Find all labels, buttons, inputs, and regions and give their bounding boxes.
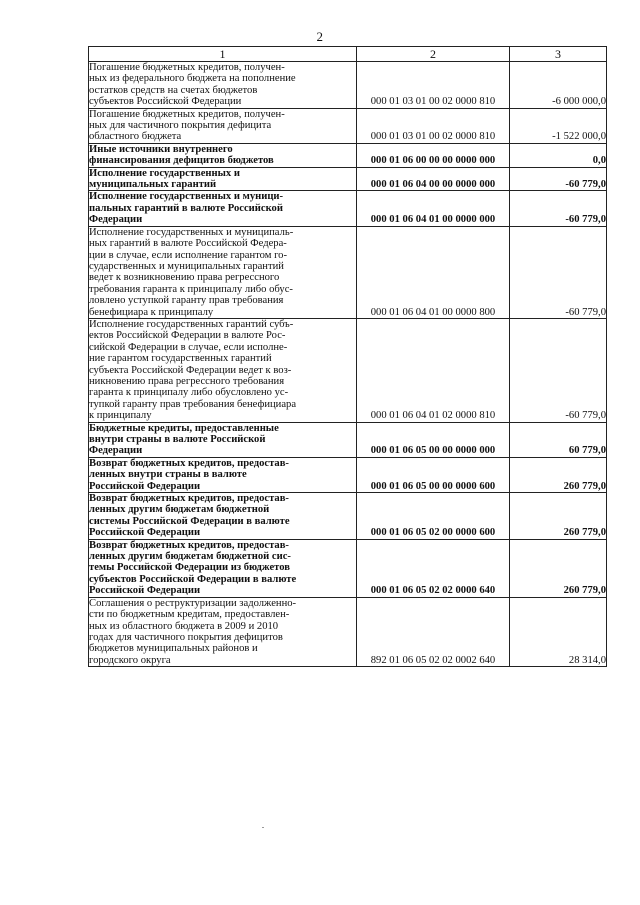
description-line: субъекта Российской Федерации ведет к воз- [89, 364, 292, 376]
budget-classification-code: 000 01 06 05 00 00 0000 600 [357, 457, 510, 492]
description-line: ных из областного бюджета в 2009 и 2010 [89, 620, 279, 632]
description-line: Российской Федерации [89, 527, 201, 539]
description-line: темы Российской Федерации из бюджетов [89, 562, 290, 574]
amount: -1 522 000,0 [510, 108, 607, 143]
table-row [89, 493, 607, 540]
description-line: Российской Федерации [89, 480, 201, 492]
budget-classification-code: 000 01 06 05 02 02 0000 640 [357, 539, 510, 597]
column-header-1: 1 [89, 47, 357, 62]
row-description [89, 597, 357, 666]
table-header-row [89, 47, 607, 62]
amount: -60 779,0 [510, 318, 607, 422]
description-line: к принципалу [89, 410, 152, 422]
column-header-3: 3 [510, 47, 607, 62]
description-line: муниципальных гарантий [89, 179, 217, 191]
description-line: Соглашения о реструктуризации задолженно- [89, 597, 297, 609]
row-description [89, 457, 357, 492]
budget-classification-code: 000 01 06 04 01 02 0000 810 [357, 318, 510, 422]
budget-classification-code: 000 01 06 00 00 00 0000 000 [357, 143, 510, 167]
description-line: никновению права регрессного требования [89, 375, 285, 387]
description-line: ектов Российской Федерации в валюте Рос- [89, 330, 286, 342]
budget-classification-code: 000 01 03 01 00 02 0000 810 [357, 108, 510, 143]
table-row [89, 143, 607, 167]
table-row [89, 226, 607, 318]
description-line: сударственных и муниципальных гарантий [89, 260, 284, 272]
row-description [89, 62, 357, 109]
description-line: внутри страны в валюте Российской [89, 434, 266, 445]
description-line: Федерации [89, 214, 143, 226]
row-description [89, 167, 357, 191]
description-line: пальных гарантий в валюте Российской [89, 202, 283, 214]
description-line: ленных внутри страны в валюте [89, 469, 247, 481]
description-line: Федерации [89, 445, 143, 457]
amount: 260 779,0 [510, 457, 607, 492]
row-description [89, 493, 357, 540]
budget-classification-code: 000 01 03 01 00 02 0000 810 [357, 62, 510, 109]
table-row [89, 457, 607, 492]
row-description [89, 539, 357, 597]
description-line: ние гарантом государственных гарантий [89, 353, 272, 365]
amount: -6 000 000,0 [510, 62, 607, 109]
description-line: сийской Федерации в случае, если исполне- [89, 341, 288, 353]
table-row [89, 539, 607, 597]
table-row [89, 62, 607, 109]
description-line: субъектов Российской Федерации [89, 96, 242, 108]
description-line: ных из федерального бюджета на пополнение [89, 73, 296, 85]
description-line: требования гаранта к принципалу либо обус- [89, 283, 293, 295]
description-line: системы Российской Федерации в валюте [89, 515, 290, 527]
row-description [89, 226, 357, 318]
description-line: ленных другим бюджетам бюджетной сис- [89, 551, 291, 563]
description-line: Возврат бюджетных кредитов, предостав- [89, 457, 289, 469]
budget-classification-code: 892 01 06 05 02 02 0002 640 [357, 597, 510, 666]
description-line: Возврат бюджетных кредитов, предостав- [89, 539, 289, 551]
description-line: Российской Федерации [89, 585, 201, 597]
description-line: ведет к возникновению права регрессного [89, 272, 280, 284]
description-line: тупкой гаранту прав требования бенефициара [89, 398, 297, 410]
row-description [89, 318, 357, 422]
column-header-2: 2 [357, 47, 510, 62]
amount: 0,0 [510, 143, 607, 167]
description-line: гаранта к принципалу либо обусловлено ус- [89, 387, 289, 399]
budget-classification-code: 000 01 06 04 00 00 0000 000 [357, 167, 510, 191]
table-row [89, 422, 607, 457]
description-line: бюджетов муниципальных районов и [89, 643, 258, 655]
amount: -60 779,0 [510, 167, 607, 191]
description-line: городского округа [89, 654, 171, 666]
budget-sources-table [88, 46, 607, 667]
description-line: Исполнение государственных гарантий субъ- [89, 318, 294, 330]
description-line: ных гарантий в валюте Российской Федера- [89, 238, 287, 250]
description-line: Иные источники внутреннего [89, 143, 233, 155]
description-line: субъектов Российской Федерации в валюте [89, 573, 297, 585]
amount: 60 779,0 [510, 422, 607, 457]
description-line: ловлено уступкой гаранту прав требования [89, 295, 284, 307]
amount: -60 779,0 [510, 191, 607, 226]
page-number: 2 [316, 29, 324, 44]
amount: -60 779,0 [510, 226, 607, 318]
row-description [89, 191, 357, 226]
budget-classification-code: 000 01 06 05 00 00 0000 000 [357, 422, 510, 457]
row-description [89, 108, 357, 143]
table-row [89, 167, 607, 191]
description-line: Возврат бюджетных кредитов, предостав- [89, 493, 289, 505]
description-line: остатков средств на счетах бюджетов [89, 84, 258, 96]
description-line: областного бюджета [89, 131, 182, 143]
description-line: Исполнение государственных и [89, 167, 240, 179]
description-line: финансирования дефицитов бюджетов [89, 155, 274, 167]
scan-speck [262, 827, 264, 828]
description-line: сти по бюджетным кредитам, предоставлен- [89, 609, 290, 621]
description-line: ных для частичного покрытия дефицита [89, 120, 272, 132]
description-line: ленных другим бюджетам бюджетной [89, 504, 270, 516]
description-line: Исполнение государственных и муниципаль- [89, 226, 294, 238]
table-row [89, 318, 607, 422]
table-row [89, 108, 607, 143]
budget-classification-code: 000 01 06 05 02 00 0000 600 [357, 493, 510, 540]
amount: 260 779,0 [510, 539, 607, 597]
description-line: Бюджетные кредиты, предоставленные [89, 422, 279, 434]
description-line: Погашение бюджетных кредитов, получен- [89, 108, 285, 120]
amount: 260 779,0 [510, 493, 607, 540]
description-line: годах для частичного покрытия дефицитов [89, 631, 283, 643]
amount: 28 314,0 [510, 597, 607, 666]
table-body [89, 62, 607, 667]
budget-classification-code: 000 01 06 04 01 00 0000 000 [357, 191, 510, 226]
table-row [89, 191, 607, 226]
row-description [89, 422, 357, 457]
description-line: бенефициара к принципалу [89, 306, 214, 318]
table-row [89, 597, 607, 666]
description-line: Погашение бюджетных кредитов, получен- [89, 62, 285, 73]
budget-classification-code: 000 01 06 04 01 00 0000 800 [357, 226, 510, 318]
description-line: ции в случае, если исполнение гарантом го- [89, 249, 287, 261]
description-line: Исполнение государственных и муници- [89, 191, 284, 203]
row-description [89, 143, 357, 167]
